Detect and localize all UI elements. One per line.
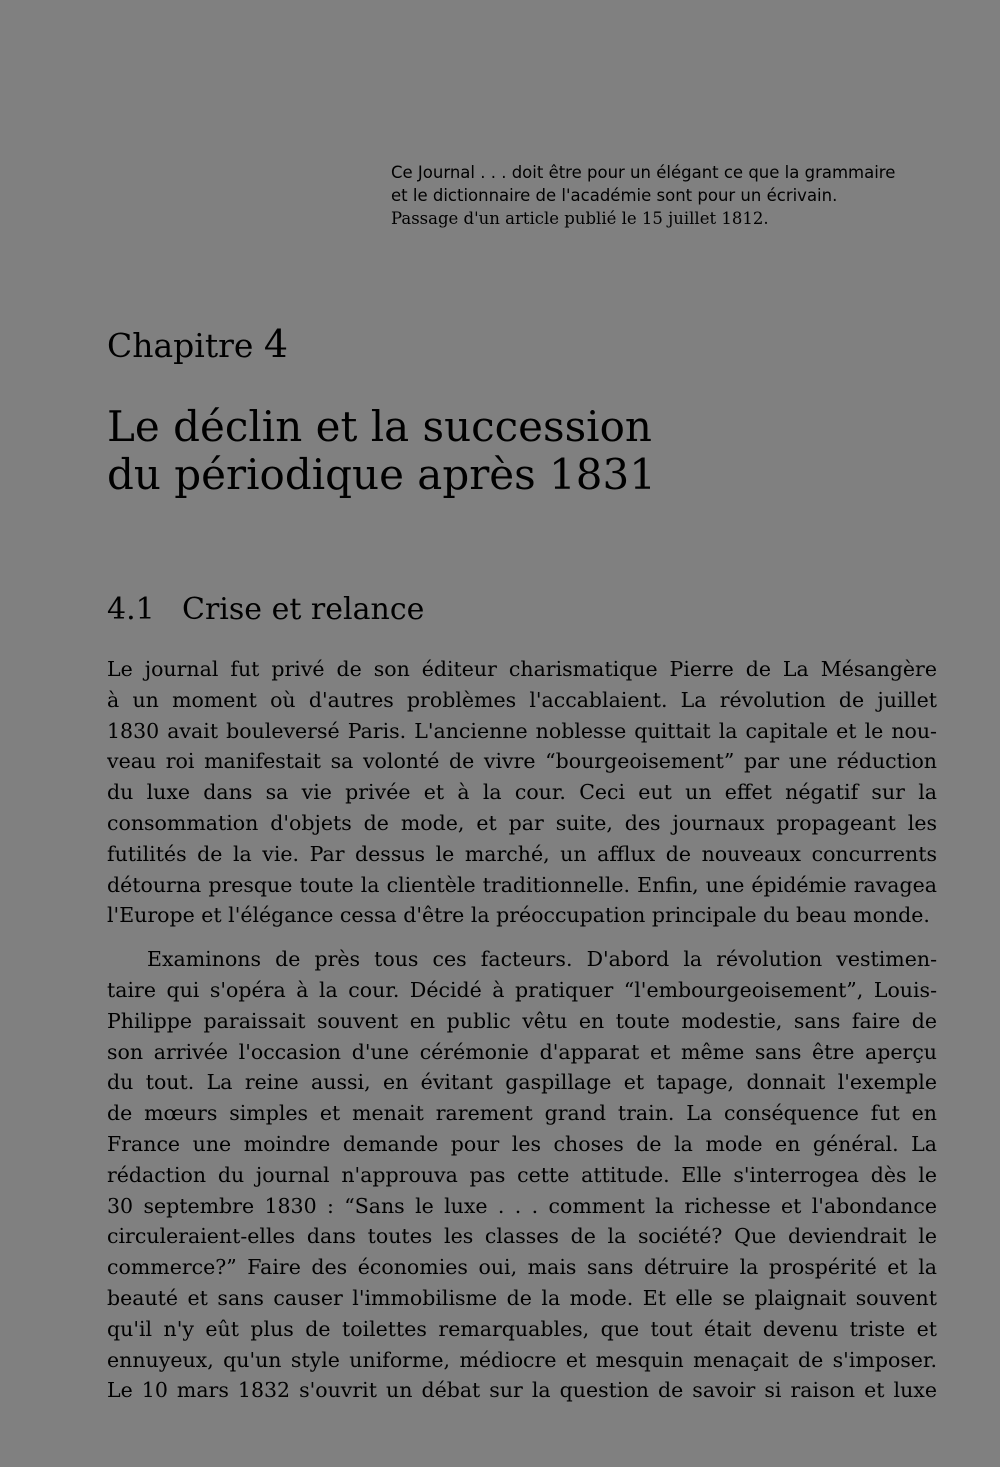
text-line: de mœurs simples et menait rarement grand train. La conséquence fut en: [107, 1101, 937, 1126]
text-line: circuleraient-elles dans toutes les classes de la société? Que deviendrait le: [107, 1224, 937, 1249]
text-line: futilités de la vie. Par dessus le marché, un afflux de nouveaux concurrents: [107, 841, 937, 866]
epigraph: [391, 161, 951, 230]
paragraph-2: [107, 944, 937, 1406]
text-line: à un moment où d'autres problèmes l'accablaient. La révolution de juillet: [107, 687, 937, 712]
text-line: rédaction du journal n'approuva pas cette attitude. Elle s'interrogea dès le: [107, 1162, 937, 1187]
section-heading: [107, 590, 424, 630]
chapter-word: Chapitre: [107, 326, 254, 365]
chapter-number: 4: [263, 322, 289, 366]
section-title: Crise et relance: [182, 592, 425, 627]
text-line: consommation d'objets de mode, et par suite, des journaux propageant les: [107, 810, 937, 835]
text-line: 1830 avait bouleversé Paris. L'ancienne noblesse quittait la capitale et le nou-: [107, 718, 937, 743]
chapter-title-line: Le déclin et la succession: [107, 402, 652, 451]
text-line: Le journal fut privé de son éditeur charismatique Pierre de La Mésangère: [107, 657, 937, 681]
text-line: l'Europe et l'élégance cessa d'être la préoccupation principale du beau monde.: [107, 903, 930, 928]
paragraph-1: [107, 654, 937, 931]
epigraph-line: Ce Journal . . . doit être pour un élégant ce que la grammaire: [391, 163, 896, 182]
text-line: du tout. La reine aussi, en évitant gaspillage et tapage, donnait l'exemple: [107, 1070, 937, 1095]
text-line: Examinons de près tous ces facteurs. D'abord la révolution vestimen-: [147, 947, 937, 972]
text-line: commerce?” Faire des économies oui, mais sans détruire la prospérité et la: [107, 1255, 937, 1280]
body-text: [107, 654, 937, 1406]
text-line: beauté et sans causer l'immobilisme de la mode. Et elle se plaignait souvent: [107, 1285, 937, 1310]
text-line: détourna presque toute la clientèle traditionnelle. Enfin, une épidémie ravagea: [107, 872, 937, 897]
text-line: taire qui s'opéra à la cour. Décidé à pratiquer “l'embourgeoisement”, Louis-: [107, 977, 937, 1002]
epigraph-source: Passage d'un article publié le 15 juillet 1812.: [391, 209, 769, 228]
text-line: ennuyeux, qu'un style uniforme, médiocre et mesquin menaçait de s'imposer.: [107, 1347, 937, 1372]
text-line: du luxe dans sa vie privée et à la cour. Ceci eut un effet négatif sur la: [107, 780, 937, 805]
epigraph-line: et le dictionnaire de l'académie sont pour un écrivain.: [391, 186, 838, 205]
chapter-label: [107, 322, 288, 368]
text-line: qu'il n'y eût plus de toilettes remarquables, que tout était devenu triste et: [107, 1316, 937, 1341]
chapter-title-line: du périodique après 1831: [107, 450, 656, 499]
text-line: son arrivée l'occasion d'une cérémonie d'apparat et même sans être aperçu: [107, 1039, 937, 1064]
section-number: 4.1: [107, 592, 155, 627]
text-line: veau roi manifestait sa volonté de vivre “bourgeoisement” par une réduction: [107, 749, 937, 774]
text-line: Philippe paraissait souvent en public vêtu en toute modestie, sans faire de: [107, 1008, 937, 1033]
text-line: 30 septembre 1830 : “Sans le luxe . . . comment la richesse et l'abondance: [107, 1193, 937, 1218]
text-line: Le 10 mars 1832 s'ouvrit un débat sur la question de savoir si raison et luxe: [107, 1378, 937, 1403]
chapter-title: [107, 403, 656, 499]
text-line: France une moindre demande pour les choses de la mode en général. La: [107, 1131, 937, 1156]
